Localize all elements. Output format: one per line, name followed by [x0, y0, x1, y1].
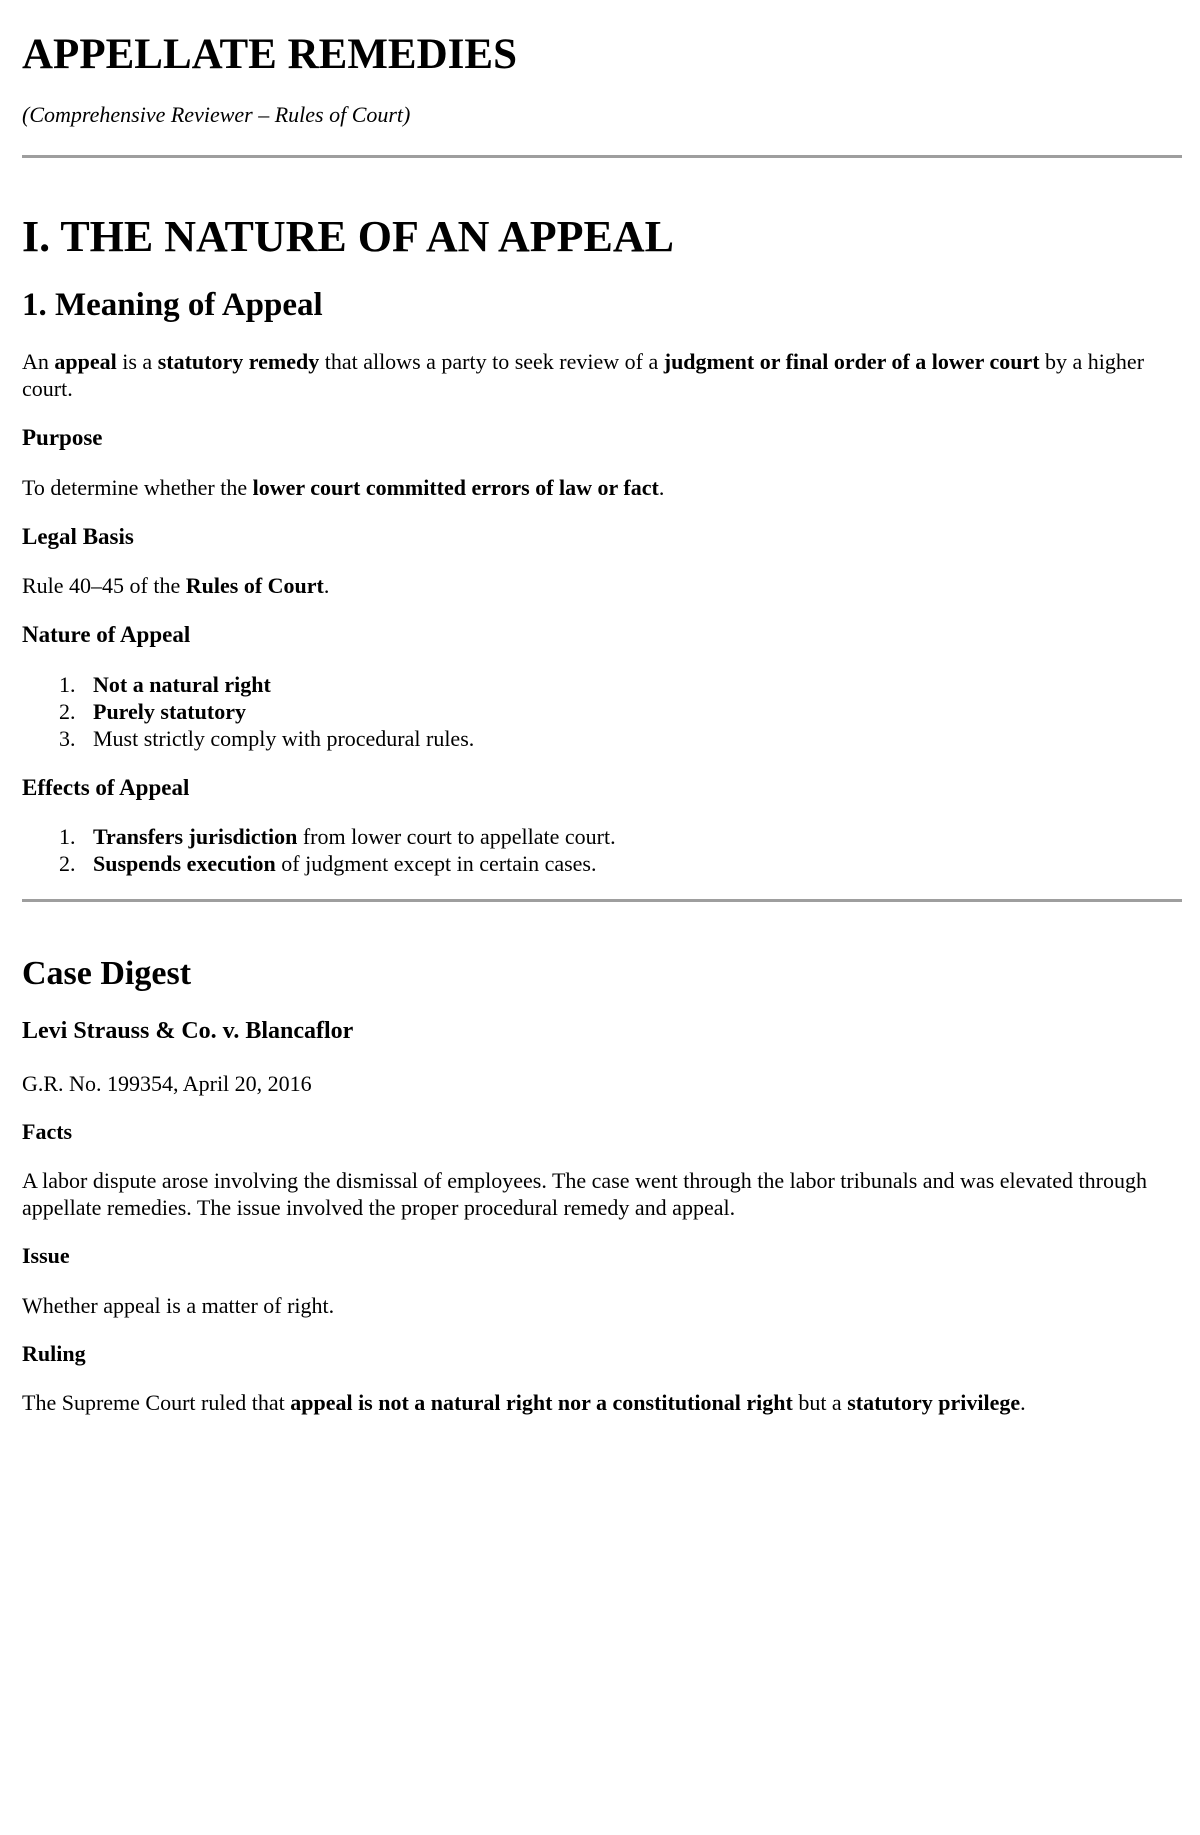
- heading-nature-of-appeal: Nature of Appeal: [22, 622, 191, 648]
- legal-basis-text: .: [323, 573, 330, 599]
- document-title: APPELLATE REMEDIES: [22, 31, 517, 78]
- effects-list: [22, 823, 1182, 877]
- ruling-text-bold: appeal is not a natural right nor a constitutional right: [290, 1390, 793, 1416]
- facts-paragraph: A labor dispute arose involving the dismissal of employees. The case went through the labor tribunals and was elevated through appellate remedies. The issue involved the proper procedural remedy and appeal.: [22, 1168, 1147, 1221]
- issue-paragraph: Whether appeal is a matter of right.: [22, 1292, 335, 1318]
- list-item: [22, 671, 1182, 698]
- list-item-text: from lower court to appellate court.: [297, 824, 616, 850]
- list-item: [22, 698, 1182, 725]
- ruling-text-bold: statutory privilege: [847, 1390, 1021, 1416]
- heading-legal-basis: Legal Basis: [22, 523, 134, 549]
- case-name: Levi Strauss & Co. v. Blancaflor: [22, 1018, 354, 1045]
- heading-facts: Facts: [22, 1118, 73, 1144]
- heading-purpose: Purpose: [22, 425, 103, 451]
- list-number: 1.: [59, 671, 76, 697]
- list-item-bold: Suspends execution: [93, 851, 276, 877]
- list-number: 3.: [59, 725, 76, 751]
- ruling-paragraph: [22, 1389, 1182, 1416]
- meaning-text: An: [22, 349, 55, 375]
- purpose-text: To determine whether the: [22, 474, 253, 500]
- nature-list: [22, 671, 1182, 752]
- ruling-text: .: [1020, 1390, 1026, 1416]
- list-item-text: of judgment except in certain cases.: [275, 851, 597, 877]
- divider: [22, 155, 1182, 158]
- case-citation: G.R. No. 199354, April 20, 2016: [22, 1070, 312, 1096]
- purpose-text: .: [658, 474, 665, 500]
- list-number: 1.: [59, 824, 76, 850]
- heading-issue: Issue: [22, 1243, 70, 1269]
- list-number: 2.: [59, 851, 76, 877]
- legal-basis-paragraph: [22, 572, 1182, 599]
- meaning-text: by a higher court.: [22, 349, 1145, 402]
- document-subtitle: (Comprehensive Reviewer – Rules of Court): [22, 102, 411, 128]
- heading-effects-of-appeal: Effects of Appeal: [22, 774, 190, 800]
- meaning-text-bold: appeal: [54, 349, 117, 375]
- ruling-text: The Supreme Court ruled that: [22, 1390, 291, 1416]
- list-item-bold: Not a natural right: [93, 671, 271, 697]
- meaning-text-bold: judgment or final order of a lower court: [663, 349, 1040, 375]
- list-item: [22, 823, 1182, 850]
- meaning-paragraph: [22, 348, 1182, 402]
- legal-basis-text: Rule 40–45 of the: [22, 573, 186, 599]
- list-item-text: Must strictly comply with procedural rules.: [93, 725, 475, 751]
- ruling-text: but a: [792, 1390, 848, 1416]
- meaning-text: is a: [116, 349, 158, 375]
- purpose-paragraph: [22, 474, 1182, 501]
- list-item: [22, 725, 1182, 752]
- document-page: [22, 0, 1182, 1416]
- list-item-bold: Transfers jurisdiction: [93, 824, 298, 850]
- section-title: I. THE NATURE OF AN APPEAL: [22, 211, 674, 261]
- meaning-text: that allows a party to seek review of a: [319, 349, 664, 375]
- subsection-heading-meaning: 1. Meaning of Appeal: [22, 287, 323, 324]
- case-digest-title: Case Digest: [22, 955, 192, 993]
- list-item: [22, 850, 1182, 877]
- purpose-text-bold: lower court committed errors of law or fact: [252, 474, 659, 500]
- heading-ruling: Ruling: [22, 1340, 86, 1366]
- legal-basis-text-bold: Rules of Court: [185, 573, 324, 599]
- list-item-bold: Purely statutory: [93, 698, 246, 724]
- meaning-text-bold: statutory remedy: [157, 349, 320, 375]
- list-number: 2.: [59, 698, 76, 724]
- divider: [22, 899, 1182, 902]
